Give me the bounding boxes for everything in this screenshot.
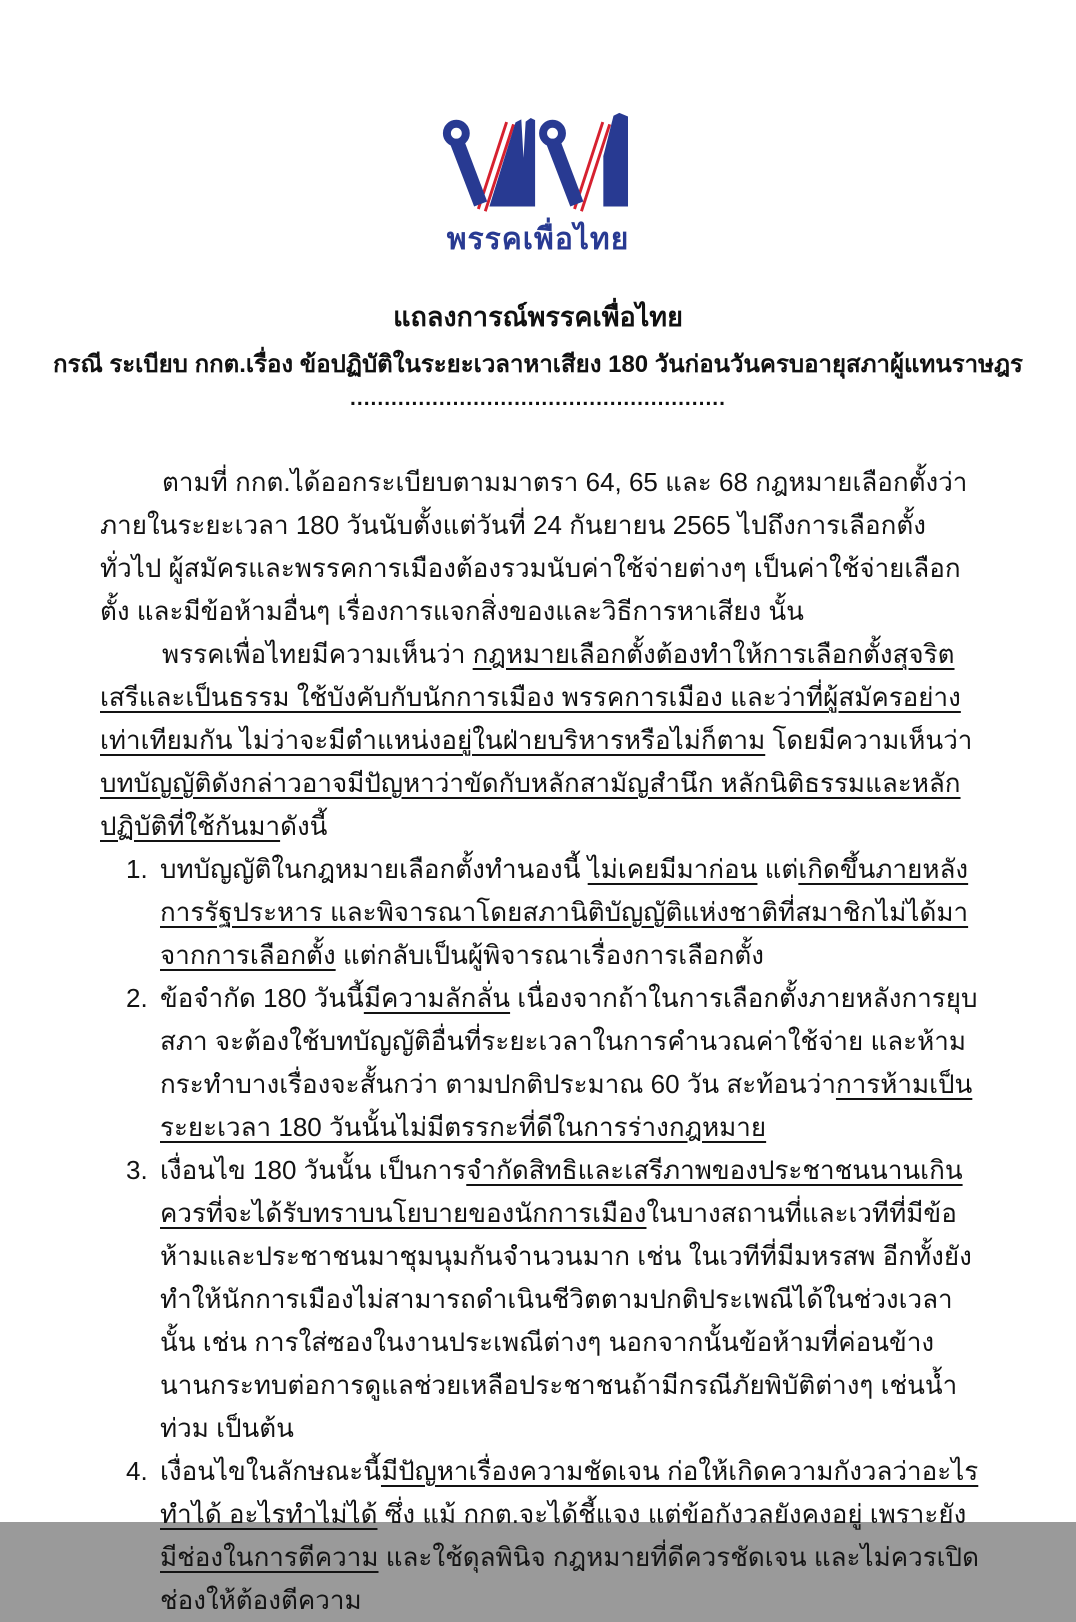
list-item-number: 4.	[126, 1455, 148, 1486]
document-body	[100, 461, 980, 1622]
list-item-text: เงื่อนไข 180 วันนั้น เป็นการจำกัดสิทธิและเสรีภาพของประชาชนนานเกินควรที่จะได้รับทราบนโยบายของนักการเมืองในบางสถานที่และเวทีที่มีข้อห้ามและประชาชนมาชุมนุมกันจำนวนมาก เช่น ในเวทีที่มีมหรสพ อีกทั้งยังทำให้นักการเมืองไม่สามารถดำเนินชีวิตตามปกติประเพณีได้ในช่วงเวลานั้น เช่น การใส่ซองในงานประเพณีต่างๆ นอกจากนั้นข้อห้ามที่ค่อนข้างนานกระทบต่อการดูแลช่วยเหลือประชาชนถ้ามีกรณีภัยพิบัติต่างๆ เช่นน้ำท่วม เป็นต้น	[160, 1154, 972, 1443]
list-item	[100, 848, 980, 977]
list-item-text: เงื่อนไขในลักษณะนี้มีปัญหาเรื่องความชัดเจน ก่อให้เกิดความกังวลว่าอะไรทำได้ อะไรทำไม่ได้ ซึ่ง แม้ กกต.จะได้ชี้แจง แต่ข้อกังวลยังคงอยู่ เพราะยังมีช่องในการตีความ และใช้ดุลพินิจ กฎหมายที่ดีควรชัดเจน และไม่ควรเปิดช่องให้ต้องตีความ	[160, 1455, 979, 1615]
list-item-text: ข้อจำกัด 180 วันนี้มีความลักลั่น เนื่องจากถ้าในการเลือกตั้งภายหลังการยุบสภา จะต้องใช้บทบัญญัติอื่นที่ระยะเวลาในการคำนวณค่าใช้จ่าย และห้ามกระทำบางเรื่องจะสั้นกว่า ตามปกติประมาณ 60 วัน สะท้อนว่าการห้ามเป็นระยะเวลา 180 วันนั้นไม่มีตรรกะที่ดีในการร่างกฎหมาย	[160, 982, 978, 1142]
document-subtitle: กรณี ระเบียบ กกต.เรื่อง ข้อปฏิบัติในระยะเวลาหาเสียง 180 วันก่อนวันครบอายุสภาผู้แทนราษฎร	[53, 350, 1023, 378]
list-item-text: บทบัญญัติในกฎหมายเลือกตั้งทำนองนี้ ไม่เคยมีมาก่อน แต่เกิดขึ้นภายหลังการรัฐประหาร และพิจารณาโดยสภานิติบัญญัติแห่งชาติที่สมาชิกไม่ได้มาจากการเลือกตั้ง แต่กลับเป็นผู้พิจารณาเรื่องการเลือกตั้ง	[160, 853, 969, 970]
list-item	[100, 1149, 980, 1450]
list-item-number: 3.	[126, 1154, 148, 1185]
paragraph-opinion: พรรคเพื่อไทยมีความเห็นว่า กฎหมายเลือกตั้งต้องทำให้การเลือกตั้งสุจริต เสรีและเป็นธรรม ใช้บังคับกับนักการเมือง พรรคการเมือง และว่าที่ผู้สมัครอย่างเท่าเทียมกัน ไม่ว่าจะมีตำแหน่งอยู่ในฝ่ายบริหารหรือไม่ก็ตาม โดยมีความเห็นว่าบทบัญญัติดังกล่าวอาจมีปัญหาว่าขัดกับหลักสามัญสำนึก หลักนิติธรรมและหลักปฏิบัติที่ใช้กันมาดังนี้	[100, 638, 973, 841]
party-name: พรรคเพื่อไทย	[446, 222, 630, 256]
paragraph-preamble: ตามที่ กกต.ได้ออกระเบียบตามมาตรา 64, 65 และ 68 กฎหมายเลือกตั้งว่า ภายในระยะเวลา 180 วันนับตั้งแต่วันที่ 24 กันยายน 2565 ไปถึงการเลือกตั้งทั่วไป ผู้สมัครและพรรคการเมืองต้องรวมนับค่าใช้จ่ายต่างๆ เป็นค่าใช้จ่ายเลือกตั้ง และมีข้อห้ามอื่นๆ เรื่องการแจกสิ่งของและวิธีการหาเสียง นั้น	[100, 466, 968, 626]
list-item	[100, 1450, 980, 1622]
party-logo	[0, 0, 1076, 263]
document-title: แถลงการณ์พรรคเพื่อไทย	[393, 301, 683, 332]
list-item-number: 1.	[126, 853, 148, 884]
party-monogram-icon	[440, 110, 636, 212]
numbered-list	[100, 848, 980, 1622]
letter-tho	[543, 113, 628, 207]
list-item-number: 2.	[126, 982, 148, 1013]
list-item	[100, 977, 980, 1149]
dotted-divider: .......................................................	[350, 386, 726, 410]
